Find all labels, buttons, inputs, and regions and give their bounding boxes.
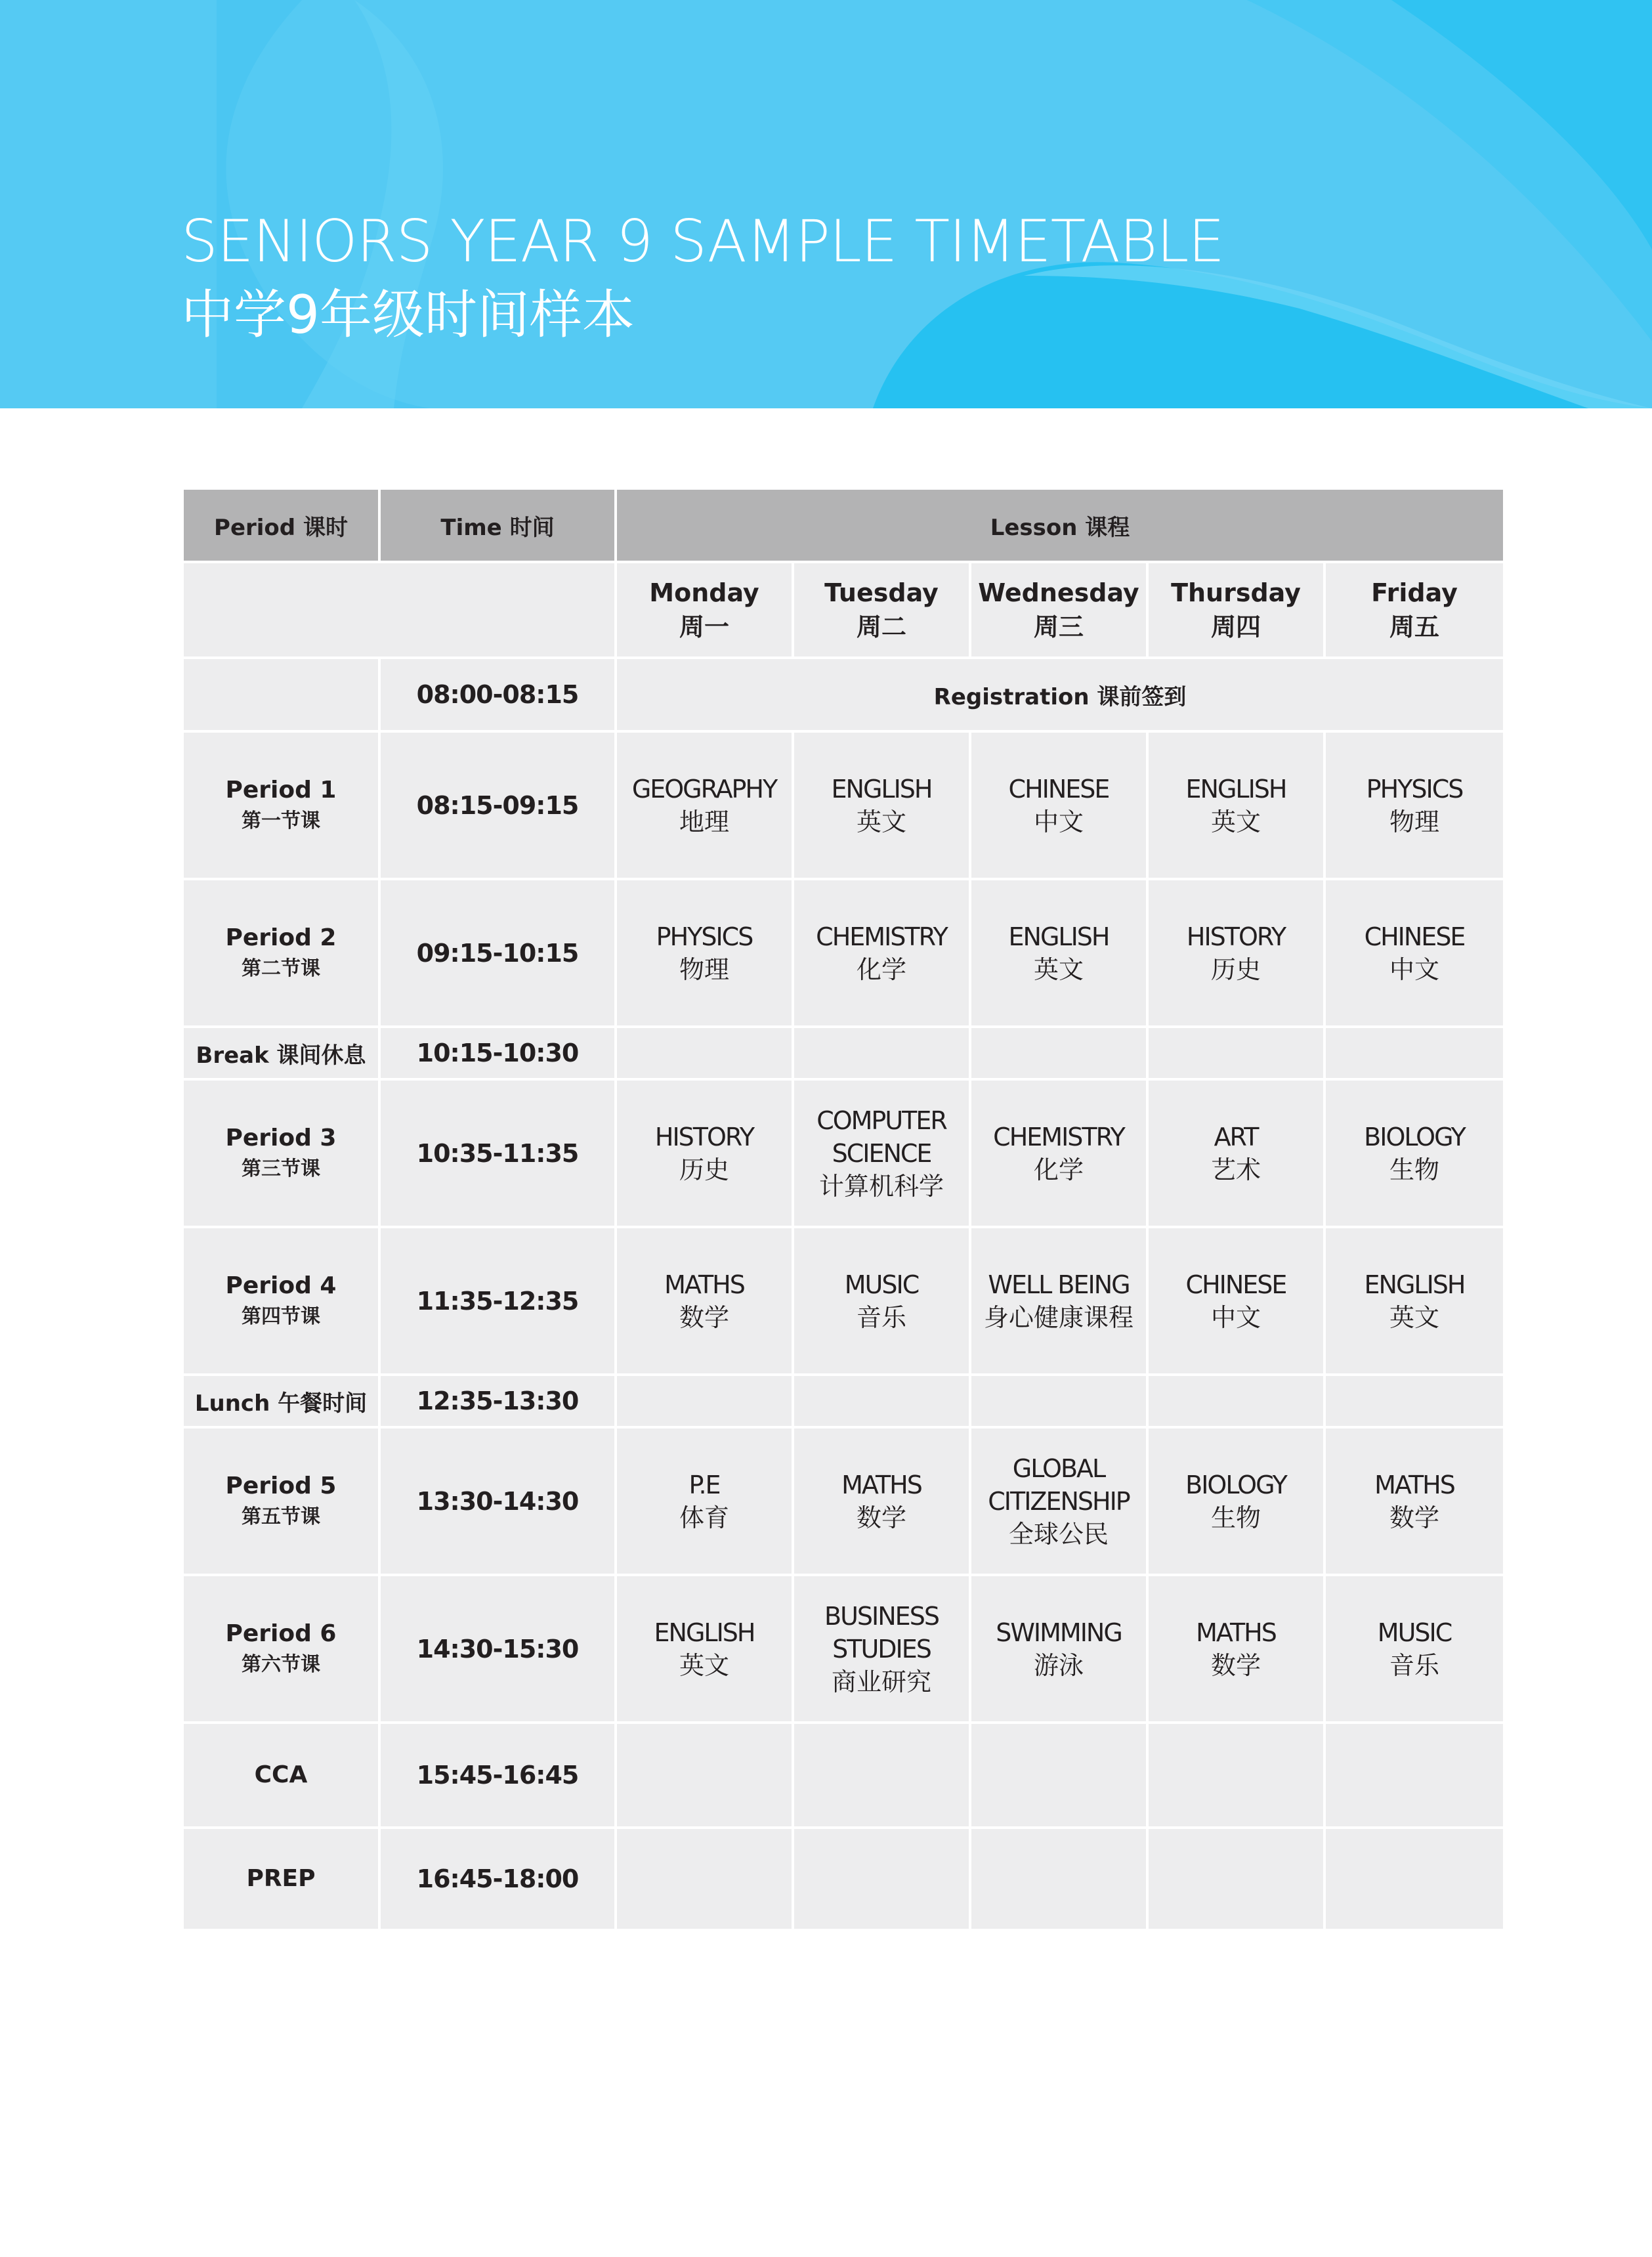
lesson-cell: P.E 体育 xyxy=(617,1429,794,1576)
prep-label: PREP xyxy=(184,1829,381,1929)
empty-cell xyxy=(617,1376,794,1429)
day-wednesday: Wednesday 周三 xyxy=(971,563,1149,659)
period-row-1 xyxy=(184,733,1503,880)
timetable-table xyxy=(184,490,1503,1929)
period-row-3 xyxy=(184,1081,1503,1228)
lesson-cell: CHEMISTRY 化学 xyxy=(971,1081,1149,1228)
days-row xyxy=(184,563,1503,659)
period-row-2 xyxy=(184,880,1503,1028)
timetable xyxy=(184,490,1503,1929)
period-label: Period 2 第二节课 xyxy=(184,880,381,1028)
empty-cell xyxy=(1149,1724,1326,1829)
lesson-cell: MUSIC 音乐 xyxy=(794,1228,971,1376)
days-row-blank xyxy=(184,563,617,659)
day-friday: Friday 周五 xyxy=(1326,563,1503,659)
lesson-cell: CHINESE 中文 xyxy=(971,733,1149,880)
lesson-cell: ENGLISH 英文 xyxy=(971,880,1149,1028)
empty-cell xyxy=(1326,1829,1503,1929)
period-time: 13:30-14:30 xyxy=(381,1429,617,1576)
empty-cell xyxy=(1149,1829,1326,1929)
period-row-6 xyxy=(184,1576,1503,1724)
registration-row xyxy=(184,659,1503,733)
lesson-cell: MUSIC 音乐 xyxy=(1326,1576,1503,1724)
header-row xyxy=(184,490,1503,563)
lesson-cell: ENGLISH 英文 xyxy=(1326,1228,1503,1376)
lesson-cell: COMPUTER SCIENCE 计算机科学 xyxy=(794,1081,971,1228)
period-time: 11:35-12:35 xyxy=(381,1228,617,1376)
period-label: Period 6 第六节课 xyxy=(184,1576,381,1724)
empty-cell xyxy=(794,1829,971,1929)
lesson-header: Lesson 课程 xyxy=(617,490,1503,563)
page-title-zh: 中学9年级时间样本 xyxy=(181,284,635,345)
lesson-cell: ART 艺术 xyxy=(1149,1081,1326,1228)
lesson-cell: MATHS 数学 xyxy=(794,1429,971,1576)
empty-cell xyxy=(1149,1028,1326,1081)
empty-cell xyxy=(617,1724,794,1829)
day-thursday: Thursday 周四 xyxy=(1149,563,1326,659)
day-monday: Monday 周一 xyxy=(617,563,794,659)
lesson-cell: CHEMISTRY 化学 xyxy=(794,880,971,1028)
empty-cell xyxy=(971,1376,1149,1429)
lesson-cell: PHYSICS 物理 xyxy=(617,880,794,1028)
prep-row xyxy=(184,1829,1503,1929)
lesson-cell: HISTORY 历史 xyxy=(1149,880,1326,1028)
registration-period-blank xyxy=(184,659,381,733)
period-time: 09:15-10:15 xyxy=(381,880,617,1028)
registration-label: Registration 课前签到 xyxy=(617,659,1503,733)
lesson-cell: CHINESE 中文 xyxy=(1149,1228,1326,1376)
break-row xyxy=(184,1028,1503,1081)
empty-cell xyxy=(1326,1028,1503,1081)
registration-time: 08:00-08:15 xyxy=(381,659,617,733)
period-time: 08:15-09:15 xyxy=(381,733,617,880)
lunch-label: Lunch 午餐时间 xyxy=(184,1376,381,1429)
day-tuesday: Tuesday 周二 xyxy=(794,563,971,659)
lesson-cell: ENGLISH 英文 xyxy=(1149,733,1326,880)
empty-cell xyxy=(794,1376,971,1429)
banner-wave-decoration xyxy=(0,0,1652,408)
lesson-cell: MATHS 数学 xyxy=(1149,1576,1326,1724)
empty-cell xyxy=(1326,1376,1503,1429)
period-time: 14:30-15:30 xyxy=(381,1576,617,1724)
period-label: Period 1 第一节课 xyxy=(184,733,381,880)
period-row-5 xyxy=(184,1429,1503,1576)
lesson-cell: HISTORY 历史 xyxy=(617,1081,794,1228)
page-title-en: SENIORS YEAR 9 SAMPLE TIMETABLE xyxy=(181,207,1225,275)
cca-row xyxy=(184,1724,1503,1829)
empty-cell xyxy=(971,1028,1149,1081)
lesson-cell: ENGLISH 英文 xyxy=(617,1576,794,1724)
header-banner xyxy=(0,0,1652,408)
lesson-cell: SWIMMING 游泳 xyxy=(971,1576,1149,1724)
lesson-cell: BIOLOGY 生物 xyxy=(1326,1081,1503,1228)
time-header: Time 时间 xyxy=(381,490,617,563)
period-header: Period 课时 xyxy=(184,490,381,563)
period-row-4 xyxy=(184,1228,1503,1376)
lesson-cell: PHYSICS 物理 xyxy=(1326,733,1503,880)
period-label: Period 3 第三节课 xyxy=(184,1081,381,1228)
lesson-cell: WELL BEING 身心健康课程 xyxy=(971,1228,1149,1376)
break-label: Break 课间休息 xyxy=(184,1028,381,1081)
cca-label: CCA xyxy=(184,1724,381,1829)
empty-cell xyxy=(617,1829,794,1929)
cca-time: 15:45-16:45 xyxy=(381,1724,617,1829)
lesson-cell: CHINESE 中文 xyxy=(1326,880,1503,1028)
empty-cell xyxy=(1326,1724,1503,1829)
period-label: Period 4 第四节课 xyxy=(184,1228,381,1376)
break-time: 10:15-10:30 xyxy=(381,1028,617,1081)
empty-cell xyxy=(1149,1376,1326,1429)
empty-cell xyxy=(794,1028,971,1081)
empty-cell xyxy=(617,1028,794,1081)
prep-time: 16:45-18:00 xyxy=(381,1829,617,1929)
empty-cell xyxy=(794,1724,971,1829)
lesson-cell: BIOLOGY 生物 xyxy=(1149,1429,1326,1576)
period-label: Period 5 第五节课 xyxy=(184,1429,381,1576)
lesson-cell: GLOBAL CITIZENSHIP 全球公民 xyxy=(971,1429,1149,1576)
lesson-cell: MATHS 数学 xyxy=(617,1228,794,1376)
lunch-row xyxy=(184,1376,1503,1429)
period-time: 10:35-11:35 xyxy=(381,1081,617,1228)
lesson-cell: BUSINESS STUDIES 商业研究 xyxy=(794,1576,971,1724)
lesson-cell: ENGLISH 英文 xyxy=(794,733,971,880)
lunch-time: 12:35-13:30 xyxy=(381,1376,617,1429)
lesson-cell: GEOGRAPHY 地理 xyxy=(617,733,794,880)
empty-cell xyxy=(971,1724,1149,1829)
lesson-cell: MATHS 数学 xyxy=(1326,1429,1503,1576)
empty-cell xyxy=(971,1829,1149,1929)
